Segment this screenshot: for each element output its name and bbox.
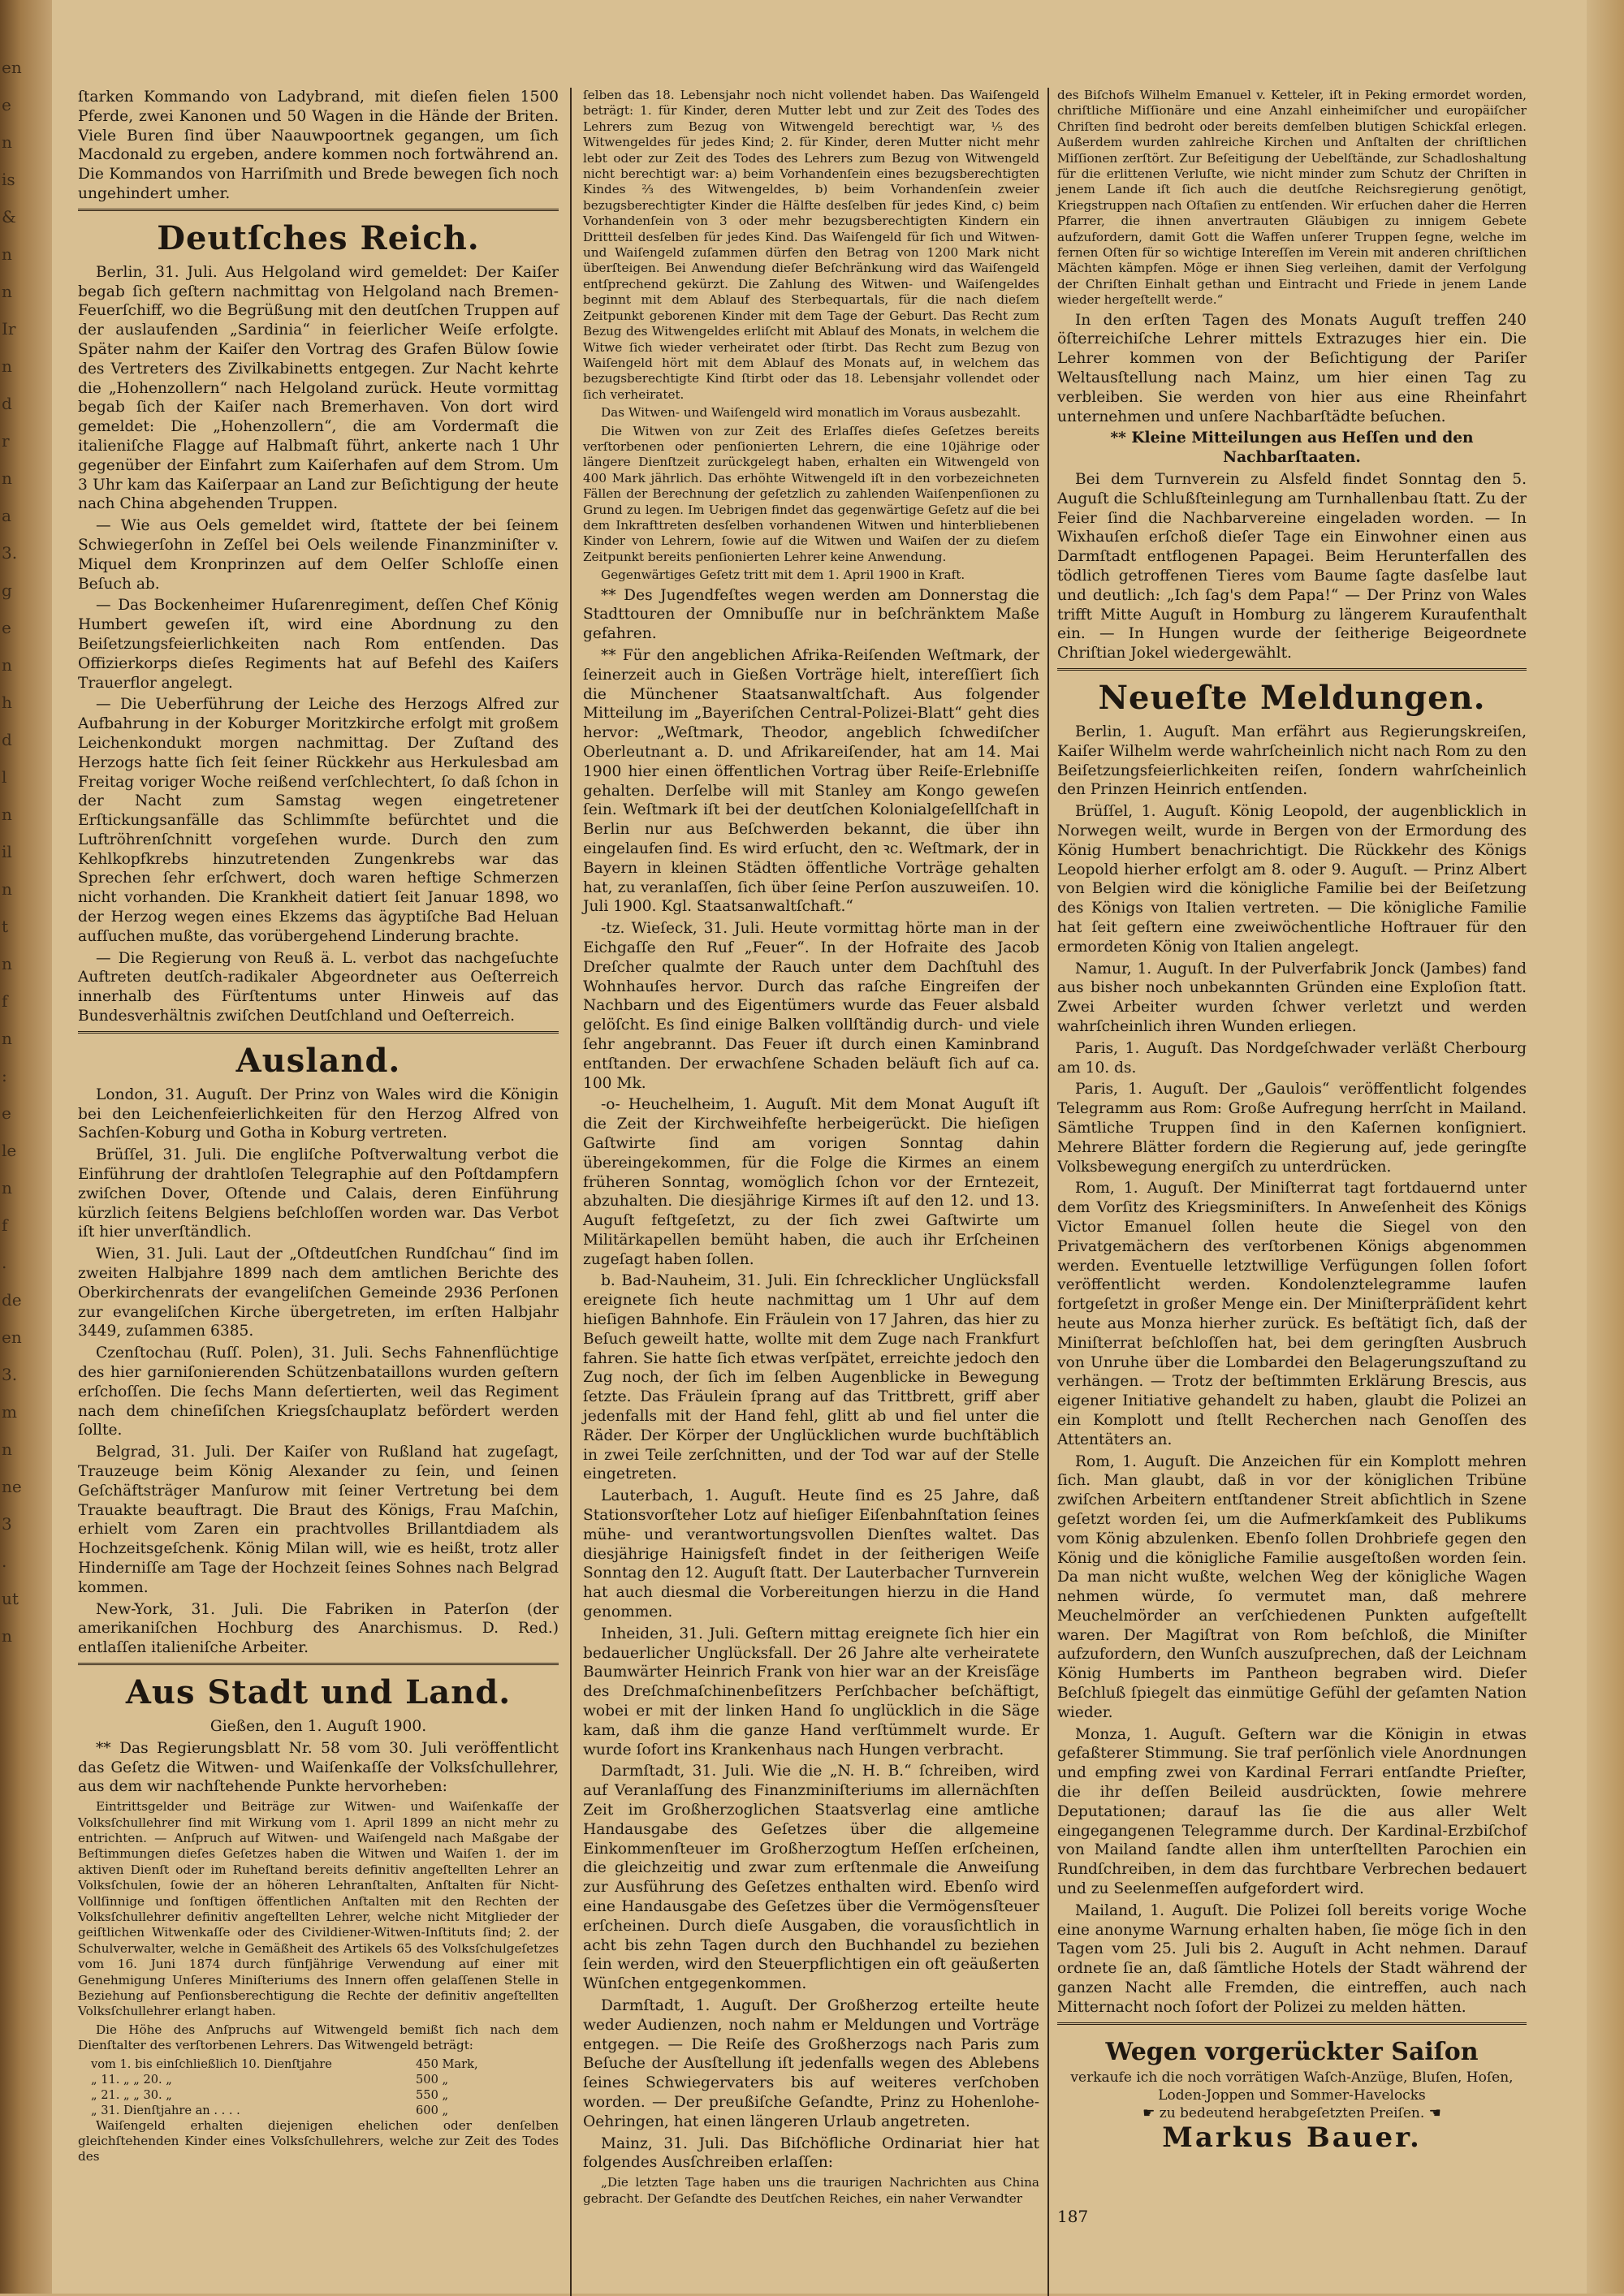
law-text: ſelben das 18. Lebensjahr noch nicht vollendet haben. Das Waiſengeld beträgt: 1. für Kinder, deren Mutter lebt und zur Zeit des Todes des Lehrers zum Bezug von Witwengeld berechtigt war, ⅕ des Witwengeldes für jedes Kind; 2. für Kinder, deren Mutter nicht mehr lebt oder zur Zeit des Todes des Lehrers zum Bezug von Witwengeld nicht berechtigt war: a) beim Vorhandenſein eines bezugsberechtigten Kindes ⅔ des Witwengeldes, b) beim Vorhandenſein zweier bezugsberechtigter Kinder die Hälfte desſelben für jedes Kind, c) beim Vorhandenſein von 3 oder mehr bezugsberechtigten Kindern ein Drittteil desſelben für jedes Kind. Das Waiſengeld für ſich und Witwen- und Waiſengeld zuſammen dürfen den Betrag von 1200 Mark nicht überſteigen. Bei Anwendung dieſer Beſchränkung wird das Waiſengeld entſprechend gekürzt. Die Zahlung des Witwen- und Waiſengeldes beginnt mit dem Ablauf des Sterbequartals, für die nach dieſem Zeitpunkt geborenen Kinder mit dem Tage der Geburt. Das Recht zum Bezug des Witwengeldes erliſcht mit Ablauf des Monats, in welchem die Witwe ſich wieder verheiratet oder ſtirbt. Das Recht zum Bezug von Waiſengeld hört mit dem Ablauf des Monats auf, in welchem das bezugsberechtigte Kind ſtirbt oder das 18. Lebensjahr vollendet oder ſich verheiratet. bbox=[583, 88, 1039, 402]
article-paragraph: Belgrad, 31. Juli. Der Kaiſer von Rußland hat zugeſagt, Trauzeuge beim König Alexander zu ſein, und ſeinen Geſchäftsträger Manſurow mit ſeiner Vertretung bei dem Trauakte beauftragt. Die Braut des Königs, Frau Maſchin, erhielt vom Zaren ein prachtvolles Brillantdiadem als Hochzeitsgeſchenk. König Milan will, wie es heißt, trotz aller Hinderniſſe am Tage der Hochzeit ſeines Sohnes nach Belgrad kommen. bbox=[78, 1444, 559, 1596]
section-heading-ausland: Ausland. bbox=[235, 1041, 401, 1080]
article-paragraph: Inheiden, 31. Juli. Geſtern mittag ereignete ſich hier ein bedauerlicher Unglücksfall. Der 26 Jahre alte verheiratete Baumwärter Heinrich Frank von hier war an der Kreisſäge des Dreſchmaſchinenbeſitzers Perſchbacher beſchäftigt, wobei er mit der linken Hand ſo unglücklich in die Säge kam, daß ihm die ganze Hand verſtümmelt wurde. Er wurde ſofort ins Krankenhaus nach Hungen verbracht. bbox=[583, 1625, 1039, 1759]
article-paragraph: ** Für den angeblichen Afrika-Reiſenden Weſtmark, der ſeinerzeit auch in Gießen Vorträge hielt, intereſſiert ſich die Münchener Staatsanwaltſchaft. Aus folgender Mitteilung im „Bayeriſchen Central-Polizei-Blatt“ geht dies hervor: „Weſtmark, Theodor, angeblich ſchwediſcher Oberleutnant a. D. und Afrikareiſender, hat am 14. Mai 1900 hier einen öffentlichen Vortrag über Reiſe-Erlebniſſe gehalten. Derſelbe will mit Stanley am Kongo geweſen ſein. Weſtmark iſt bei der deutſchen Kolonialgeſellſchaft in Berlin nur aus Beſchwerden bekannt, die über ihn eingelaufen ſind. Es wird erſucht, den ꝛc. Weſtmark, der in Bayern in kleinen Städten öffentliche Vorträge gehalten hat, zu veranlaſſen, ſich über ſeine Perſon auszuweiſen. 10. Juli 1900. Kgl. Staatsanwaltſchaft.“ bbox=[583, 646, 1039, 916]
article-paragraph: Berlin, 31. Juli. Aus Helgoland wird gemeldet: Der Kaiſer begab ſich geſtern nachmittag von Helgoland nach Bremen-Feuerſchiff, wo die Begrüßung mit den deutſchen Truppen auf der auslaufenden „Sardinia“ in feierlicher Weiſe erfolgte. Später nahm der Kaiſer den Vortrag des Grafen Bülow ſowie des Vertreters des Zivilkabinetts entgegen. Zur Nacht kehrte die „Hohenzollern“ nach Helgoland zurück. Heute vormittag begab ſich der Kaiſer nach Bremerhaven. Von dort wird gemeldet: Die „Hohenzollern“, die am Vordermaſt die italieniſche Flagge auf Halbmaſt führt, ankerte nach 1 Uhr gegenüber der Einfahrt zum Kaiſerhafen auf dem Strom. Um 3 Uhr kam das Kaiſerpaar an Land zur Beſichtigung der heute nach China abgehenden Truppen. bbox=[78, 263, 559, 513]
news-item: Berlin, 1. Auguſt. Man erfährt aus Regierungskreiſen, Kaiſer Wilhelm werde wahrſcheinlich nicht nach Rom zu den Beiſetzungsfeierlichkeiten reiſen, ſondern wahrſcheinlich den Prinzen Heinrich entſenden. bbox=[1057, 723, 1527, 799]
section-heading-neueste: Neueſte Meldungen. bbox=[1098, 679, 1486, 718]
article-paragraph: London, 31. Auguſt. Der Prinz von Wales wird die Königin bei den Leichenfeierlichkeiten für den Herzog Alfred von Sachſen-Koburg und Gotha in Koburg vertreten. bbox=[78, 1085, 559, 1142]
article-paragraph: Czenſtochau (Ruſſ. Polen), 31. Juli. Sechs Fahnenflüchtige des hier garniſonierenden Schützenbataillons wurden geſtern erſchoſſen. Die ſechs Mann deſertierten, weil das Regiment nach dem chineſiſchen Kriegsſchauplatz befördert werden ſollte. bbox=[78, 1344, 559, 1439]
article-paragraph: -o- Heuchelheim, 1. Auguſt. Mit dem Monat Auguſt iſt die Zeit der Kirchweihfeſte herbeigerückt. Die hieſigen Gaſtwirte ſind am vorigen Sonntag dahin übereingekommen, für die Folge die Kirmes an einem früheren Sonntag, womöglich ſchon vor der Erntezeit, abzuhalten. Die diesjährige Kirmes iſt auf den 12. und 13. Auguſt feſtgeſetzt, zu der ſich zwei Gaſtwirte um Militärkapellen bemüht haben, die auch ihr Erſcheinen zugeſagt haben ſollen. bbox=[583, 1096, 1039, 1268]
book-spine bbox=[0, 0, 52, 2294]
law-text: Die Höhe des Anſpruchs auf Witwengeld bemißt ſich nach dem Dienſtalter des verſtorbenen Lehrers. Das Witwengeld beträgt: bbox=[78, 2022, 559, 2053]
news-item: Paris, 1. Auguſt. Das Nordgeſchwader verläßt Cherbourg am 10. ds. bbox=[1057, 1039, 1527, 1077]
law-text: Das Witwen- und Waiſengeld wird monatlich im Voraus ausbezahlt. bbox=[601, 405, 1021, 421]
law-text: Eintrittsgelder und Beiträge zur Witwen- und Waiſenkaſſe der Volksſchullehrer ſind mit Wirkung vom 1. April 1899 an nicht mehr zu entrichten. — Anſpruch auf Witwen- und Waiſengeld nach Maßgabe der Beſtimmungen dieſes Geſetzes haben die Witwen und Waiſen 1. der im aktiven Dienſt oder im Ruheſtand bereits definitiv angeſtellten Lehrer an Volksſchulen, ſowie der an höheren Lehranſtalten, Anſtalten für Nicht-Vollſinnige und ſonſtigen öffentlichen Anſtalten mit den Rechten der Volksſchullehrer definitiv angeſtellten Lehrer, welche nicht Mitglieder der geiſtlichen Witwenkaſſe oder des Civildiener-Witwen-Inſtituts ſind; 2. der Schulverwalter, welche in Gemäßheit des Artikels 65 des Volksſchulgeſetzes vom 16. Juni 1874 durch fünfjährige Verwendung auf einer mit Genehmigung Unſeres Miniſteriums des Innern offen gelaſſenen Stelle in Beziehung auf Penſionsberechtigung die Rechte der definitiv angeſtellten Volksſchullehrer erlangt haben. bbox=[78, 1799, 559, 2019]
news-item: Namur, 1. Auguſt. In der Pulverfabrik Jonck (Jambes) fand aus bisher noch unbekannten Gründen eine Exploſion ſtatt. Zwei Arbeiter wurden ſchwer verletzt und werden wahrſcheinlich ihren Wunden erliegen. bbox=[1057, 960, 1527, 1035]
article-paragraph: b. Bad-Nauheim, 31. Juli. Ein ſchrecklicher Unglücksfall ereignete ſich heute nachmittag um 1 Uhr auf dem hieſigen Bahnhofe. Ein Fräulein von 17 Jahren, das hier zu Beſuch geweilt hatte, wollte mit dem Zuge nach Frankfurt fahren. Sie hatte ſich etwas verſpätet, erreichte jedoch den Zug noch, der ſich im ſelben Augenblicke in Bewegung ſetzte. Das Fräulein ſprang auf das Trittbrett, griff aber jedenfalls mit der Hand fehl, glitt ab und fiel unter die Räder. Der Körper der Unglücklichen wurde buchſtäblich in zwei Teile zerſchnitten, und der Tod war auf der Stelle eingetreten. bbox=[583, 1272, 1039, 1483]
law-text: Waiſengeld erhalten diejenigen ehelichen oder denſelben gleichſtehenden Kinder eines Volksſchullehrers, welche zur Zeit des Todes des bbox=[78, 2117, 559, 2164]
news-item: Monza, 1. Auguſt. Geſtern war die Königin in etwas gefaßterer Stimmung. Sie traf perſönlich viele Anordnungen und empfing zwei von Kardinal Ferrari entſandte Prieſter, die ihr deſſen Beileid ausdrückten, ſowie mehrere Deputationen; darauf las ſie die aus aller Welt eingegangenen Telegramme durch. Der Kardinal-Erzbiſchof von Mailand ſandte allen ihm unterſtellten Parochien ein Rundſchreiben, in dem das furchtbare Verbrechen bedauert und zu Seelenmeſſen aufgefordert wird. bbox=[1057, 1725, 1527, 1898]
law-text: Gegenwärtiges Geſetz tritt mit dem 1. April 1900 in Kraft. bbox=[601, 568, 965, 583]
intro-paragraph: ſtarken Kommando von Ladybrand, mit dieſen fielen 1500 Pferde, zwei Kanonen und 50 Wagen in die Hände der Briten. Viele Buren ſind über Naauwpoortnek gegangen, um ſich Macdonald zu ergeben, andere kommen noch fortwährend an. Die Kommandos von Harriſmith und Brede bewegen ſich noch ungehindert umher. bbox=[78, 88, 559, 202]
section-heading-stadt: Aus Stadt und Land. bbox=[125, 1672, 512, 1711]
article-paragraph: — Die Ueberführung der Leiche des Herzogs Alfred zur Aufbahrung in der Koburger Moritzkirche erfolgt mit großem Leichenkondukt morgen nachmittag. Der Zuſtand des Herzogs hatte ſich ſeit ſeiner Rückkehr aus Herkulesbad am Freitag voriger Woche reißend verſchlechtert, ſo daß ſchon in der Nacht zum Samstag wegen eingetretener Erſtickungsanfälle das Schlimmſte befürchtet und die Luftröhrenſchnitt vorgeſehen wurde. Durch den zum Kehlkopfkrebs hinzutretenden Zungenkrebs war das Sprechen ſehr erſchwert, doch waren heftige Schmerzen nicht vorhanden. Die Krankheit datiert ſeit Januar 1898, wo der Herzog wegen eines Ekzems das ägyptiſche Bad Heluan aufſuchen mußte, das vorübergehend Linderung brachte. bbox=[78, 696, 559, 945]
article-paragraph: ** Das Regierungsblatt Nr. 58 vom 30. Juli veröffentlicht das Geſetz die Witwen- und Waiſenkaſſe der Volksſchullehrer, aus dem wir nachſtehende Punkte hervorheben: bbox=[78, 1739, 559, 1796]
article-paragraph: In den erſten Tagen des Monats Auguſt treffen 240 öſterreichiſche Lehrer mittels Extrazuges hier ein. Die Lehrer kommen von der Beſichtigung der Pariſer Weltausſtellung nach Mainz, um hier einen Tag zu verbleiben. Sie werden von hier aus eine Rheinfahrt unternehmen und unſere Nachbarſtädte beſuchen. bbox=[1057, 311, 1527, 425]
ad-headline: Wegen vorgerückter Saiſon bbox=[1105, 2037, 1479, 2066]
news-item: Mailand, 1. Auguſt. Die Polizei ſoll bereits vorige Woche eine anonyme Warnung erhalten haben, ſie möge ſich in den Tagen vom 25. Juli bis 2. Auguſt in Acht nehmen. Darauf ordnete ſie an, daß ſämtliche Hotels der Stadt während der ganzen Nacht alle Fremden, die eintreffen, auch nach Mitternacht noch ſofort der Polizei zu melden hätten. bbox=[1057, 1901, 1527, 2016]
article-paragraph: -tz. Wieſeck, 31. Juli. Heute vormittag hörte man in der Eichgaſſe den Ruf „Feuer“. In der Hofraite des Jacob Dreſcher qualmte der Rauch unter dem Dachſtuhl des Wohnhauſes hervor. Durch das raſche Eingreifen der Nachbarn und des Eigentümers wurde das Feuer alsbald gelöſcht. Es ſind einige Balken vollſtändig durch- und viele ſehr angebrannt. Das Feuer iſt durch einen Kaminbrand entſtanden. Der erwachſene Schaden beläuft ſich auf ca. 100 Mk. bbox=[583, 920, 1039, 1092]
column-2 bbox=[583, 88, 1039, 2209]
page-number: 187 bbox=[1057, 2207, 1089, 2226]
law-text: Die Witwen von zur Zeit des Erlaſſes dieſes Geſetzes bereits verſtorbenen oder penſionierten Lehrern, die eine 10jährige oder längere Dienſtzeit zurückgelegt haben, erhalten ein Witwengeld von 400 Mark jährlich. Das erhöhte Witwengeld iſt in den vorbezeichneten Fällen der Berechnung der geſetzlich zu zahlenden Waiſenpenſionen zu Grund zu legen. Im Uebrigen findet das gegenwärtige Geſetz auf die bei dem Inkrafttreten desſelben vorhandenen Witwen und hinterbliebenen Kinder von Lehrern, ſowie auf die Witwen und Waiſen der zu dieſem Zeitpunkt bereits penſionierten Lehrer keine Anwendung. bbox=[583, 423, 1039, 564]
salary-row: vom 1. bis einſchließlich 10. Dienſtjahre 450 Mark, bbox=[91, 2056, 478, 2071]
salary-row: „ 21. „ „ 30. „ 550 „ bbox=[91, 2087, 449, 2102]
column-divider bbox=[570, 88, 572, 2296]
news-item: Paris, 1. Auguſt. Der „Gaulois“ veröffentlicht folgendes Telegramm aus Rom: Große Aufregung herrſcht in Mailand. Sämtliche Truppen ſind in den Kaſernen konſigniert. Mehrere Blätter fordern die Regierung auf, jede geringſte Volksbewegung energiſch zu unterdrücken. bbox=[1057, 1081, 1527, 1176]
ad-text: verkaufe ich die noch vorrätigen Waſch-Anzüge, Bluſen, Hoſen, Loden-Joppen und Sommer-Havelocks bbox=[1070, 2069, 1514, 2104]
article-paragraph: Bei dem Turnverein zu Alsfeld findet Sonntag den 5. Auguſt die Schlußſteinlegung am Turnhallenbau ſtatt. Zu der Feier ſind die Nachbarvereine eingeladen worden. — In Wixhauſen erſchoß dieſer Tage ein Einwohner einen aus Darmſtadt entflogenen Papagei. Beim Herunterfallen des tödlich getroffenen Tieres vom Baume ſagte dasſelbe laut und deutlich: „Ich ſag's dem Papa!“ — Der Prinz von Wales trifft Mitte Auguſt in Homburg zu längerem Kuraufenthalt ein. — In Hungen wurde der ſeitherige Beigeordnete Chriſtian Jokel wiedergewählt. bbox=[1057, 471, 1527, 662]
news-item: Brüſſel, 1. Auguſt. König Leopold, der augenblicklich in Norwegen weilt, wurde in Bergen von der Ermordung des König Humbert benachrichtigt. Die Rückkehr des Königs Leopold hierher erfolgt am 8. oder 9. Auguſt. — Prinz Albert von Belgien wird die königliche Familie bei der Beiſetzung des Königs von Italien vertreten. — Die königliche Familie hat ſeit geſtern eine zweiwöchentliche Hoftrauer für den ermordeten König von Italien angelegt. bbox=[1057, 803, 1527, 956]
article-paragraph: Mainz, 31. Juli. Das Biſchöfliche Ordinariat hier hat folgendes Ausſchreiben erlaſſen: bbox=[583, 2134, 1039, 2172]
subsection-heading: ** Kleine Mitteilungen aus Heſſen und den Nachbarſtaaten. bbox=[1110, 429, 1474, 467]
section-rule bbox=[78, 209, 559, 211]
article-paragraph: — Wie aus Oels gemeldet wird, ſtattete der bei ſeinem Schwiegerſohn in Zeſſel bei Oels weilende Finanzminiſter v. Miquel dem Kronprinzen auf dem Oelſer Schloſſe einen Beſuch ab. bbox=[78, 517, 559, 593]
article-paragraph: New-York, 31. Juli. Die Fabriken in Paterſon (der amerikaniſchen Hochburg des Anarchismus. D. Red.) entlaſſen italieniſche Arbeiter. bbox=[78, 1600, 559, 1657]
section-rule bbox=[1057, 668, 1527, 671]
ad-merchant-name: Markus Bauer. bbox=[1162, 2121, 1422, 2154]
salary-row: „ 11. „ „ 20. „ 500 „ bbox=[91, 2072, 449, 2087]
salary-table bbox=[78, 2056, 559, 2118]
advertisement bbox=[1057, 2036, 1527, 2154]
section-rule bbox=[78, 1663, 559, 1665]
salary-row: „ 31. Dienſtjahre an . . . . 600 „ bbox=[91, 2103, 449, 2117]
section-rule bbox=[1057, 2022, 1527, 2025]
column-3 bbox=[1057, 88, 1527, 2154]
section-heading-reich: Deutſches Reich. bbox=[157, 218, 480, 257]
column-1 bbox=[78, 88, 559, 2168]
article-paragraph: — Das Bockenheimer Huſarenregiment, deſſen Chef König Humbert geweſen iſt, wird eine Abordnung zu den Beiſetzungsfeierlichkeiten nach Rom entſenden. Das Offizierkorps dieſes Regiments hat auf Befehl des Kaiſers Trauerflor angelegt. bbox=[78, 597, 559, 692]
article-paragraph: Wien, 31. Juli. Laut der „Oſtdeutſchen Rundſchau“ ſind im zweiten Halbjahre 1899 nach dem amtlichen Berichte des Oberkirchenrats der evangeliſchen Gemeinde 2936 Perſonen zur evangeliſchen Kirche übergetreten, im erſten Halbjahr 3449, zuſammen 6385. bbox=[78, 1245, 559, 1340]
page-edge bbox=[1587, 0, 1624, 2294]
article-paragraph: Lauterbach, 1. Auguſt. Heute ſind es 25 Jahre, daß Stationsvorſteher Lotz auf hieſiger Eiſenbahnſtation ſeines mühe- und verantwortungsvollen Dienſtes waltet. Das diesjährige Hainigsfeſt findet in der ſeitherigen Weiſe Sonntag den 12. Auguſt ſtatt. Der Lauterbacher Turnverein hat auch diesmal die Vorbereitungen hierzu in die Hand genommen. bbox=[583, 1487, 1039, 1621]
spine-fragment-text: en e n is & n n Ir n d r n a 3. g e n h d l n il n t n f n : e le n f . de en 3. m n ne 3 . ut n bbox=[2, 58, 22, 1646]
column-divider bbox=[1047, 88, 1049, 2296]
quote-text: des Biſchofs Wilhelm Emanuel v. Ketteler, iſt in Peking ermordet worden, chriſtliche Miſſionäre und eine Anzahl einheimiſcher und europäiſcher Chriſten ſind bedroht oder bereits demſelben blutigen Schickſal erlegen. Außerdem wurden zahlreiche Kirchen und Anſtalten der chriſtlichen Miſſionen zerſtört. Zur Beſeitigung der Uebelſtände, zur Schadloshaltung für die erlittenen Verluſte, wie nicht minder zum Schutz der Chriſten in jenem Lande iſt ſich auch die deutſche Reichsregierung genötigt, Kriegstruppen nach Oſtaſien zu entſenden. Wir erſuchen daher die Herren Pfarrer, die ihnen anvertrauten Gläubigen zu innigem Gebete aufzufordern, damit Gott die Waffen unſerer Truppen ſegne, welche im fernen Oſten für so wichtige Intereſſen im Verein mit anderen chriſtlichen Mächten kämpfen. Möge er ihnen Sieg verleihen, damit der Verfolgung der Chriſten Einhalt gethan und Eintracht und Friede in jenem Lande wieder hergeſtellt werde.“ bbox=[1057, 88, 1527, 308]
article-paragraph: Darmſtadt, 31. Juli. Wie die „N. H. B.“ ſchreiben, wird auf Veranlaſſung des Finanzminiſteriums im allernächſten Zeit im Großherzoglichen Staatsverlag eine amtliche Handausgabe des Geſetzes über die allgemeine Einkommenſteuer im Großherzogtum Heſſen erſcheinen, die gleichzeitig und zwar zum erſtenmale die Anweiſung zur Ausführung des Geſetzes enthalten wird. Ebenſo wird eine Handausgabe des Geſetzes über die Vermögensſteuer erſcheinen. Durch dieſe Ausgaben, die vorausſichtlich in acht bis zehn Tagen durch den Buchhandel zu beziehen ſein werden, wird den Steuerpflichtigen ein oft geäußerten Wünſchen entgegenkommen. bbox=[583, 1763, 1039, 1993]
ad-price-note: ☛ zu bedeutend herabgeſetzten Preiſen. ☚ bbox=[1142, 2104, 1441, 2121]
article-paragraph: Brüſſel, 31. Juli. Die engliſche Poſtverwaltung verbot die Einführung der drahtloſen Telegraphie auf den Poſtdampfern zwiſchen Dover, Oſtende und Calais, deren Einführung kürzlich ſeitens Belgiens beſchloſſen worden war. Das Verbot iſt hier unverſtändlich. bbox=[78, 1146, 559, 1241]
quote-text: „Die letzten Tage haben uns die traurigen Nachrichten aus China gebracht. Der Geſandte des Deutſchen Reiches, ein naher Verwandter bbox=[583, 2175, 1039, 2206]
dateline: Gießen, den 1. Auguſt 1900. bbox=[209, 1717, 427, 1735]
article-paragraph: — Die Regierung von Reuß ä. L. verbot das nachgeſuchte Auftreten deutſch-radikaler Abgeordneter aus Oeſterreich innerhalb des Fürſtentums unter Hinweis auf das Bundesverhältnis zwiſchen Deutſchland und Oeſterreich. bbox=[78, 949, 559, 1025]
news-item: Rom, 1. Auguſt. Die Anzeichen für ein Komplott mehren ſich. Man glaubt, daß in vor der königlichen Tribüne zwiſchen Arbeitern entſtandener Streit abſichtlich in Szene geſetzt worden ſei, um die Aufmerkſamkeit des Publikums vom König abzulenken. Ebenſo ſollen Drohbriefe gegen den König und die königliche Familie ausgeſtoßen worden ſein. Da man nicht wußte, welchen Weg der königliche Wagen nehmen würde, ſo vermutet man, daß mehrere Meuchelmörder an verſchiedenen Punkten aufgeſtellt waren. Der Magiſtrat von Rom beſchloß, die Miniſter aufzufordern, den Wunſch auszuſprechen, daß der Leichnam König Humberts im Pantheon begraben wird. Dieſer Beſchluß ſpiegelt das einmütige Gefühl der geſamten Nation wieder. bbox=[1057, 1452, 1527, 1721]
article-paragraph: Darmſtadt, 1. Auguſt. Der Großherzog erteilte heute weder Audienzen, noch nahm er Meldungen und Vorträge entgegen. — Die Reiſe des Großherzogs nach Paris zum Beſuche der Ausſtellung iſt jedenfalls wegen des Ablebens ſeines Schwiegervaters bis auf weiteres verſchoben worden. — Der preußiſche Geſandte, Prinz zu Hohenlohe-Oehringen, hat einen längeren Urlaub angetreten. bbox=[583, 1996, 1039, 2130]
section-rule bbox=[78, 1031, 559, 1034]
news-item: Rom, 1. Auguſt. Der Miniſterrat tagt fortdauernd unter dem Vorſitz des Kriegsminiſters. In Anweſenheit des Königs Victor Emanuel ſollen heute die Siegel von den Privatgemächern des verſtorbenen Königs abgenommen werden. Eventuelle letztwillige Verfügungen ſollen ſofort veröffentlicht werden. Kondolenztelegramme laufen fortgeſetzt in großer Menge ein. Der Miniſterpräſident kehrt heute aus Monza hierher zurück. Es beſtätigt ſich, daß der Miniſterrat beſchloſſen hat, bei dem geringſten Ausbruch von Unruhe über die Lombardei den Belagerungszuſtand zu verhängen. — Trotz der beſtimmten Erklärung Brescis, aus eigener Initiative gehandelt zu haben, glaubt die Polizei an ein Komplott und ſtellt Recherchen nach Genoſſen des Attentäters an. bbox=[1057, 1180, 1527, 1448]
article-paragraph: ** Des Jugendfeſtes wegen werden am Donnerstag die Stadttouren der Omnibuſſe nur in beſchränktem Maße gefahren. bbox=[583, 586, 1039, 643]
